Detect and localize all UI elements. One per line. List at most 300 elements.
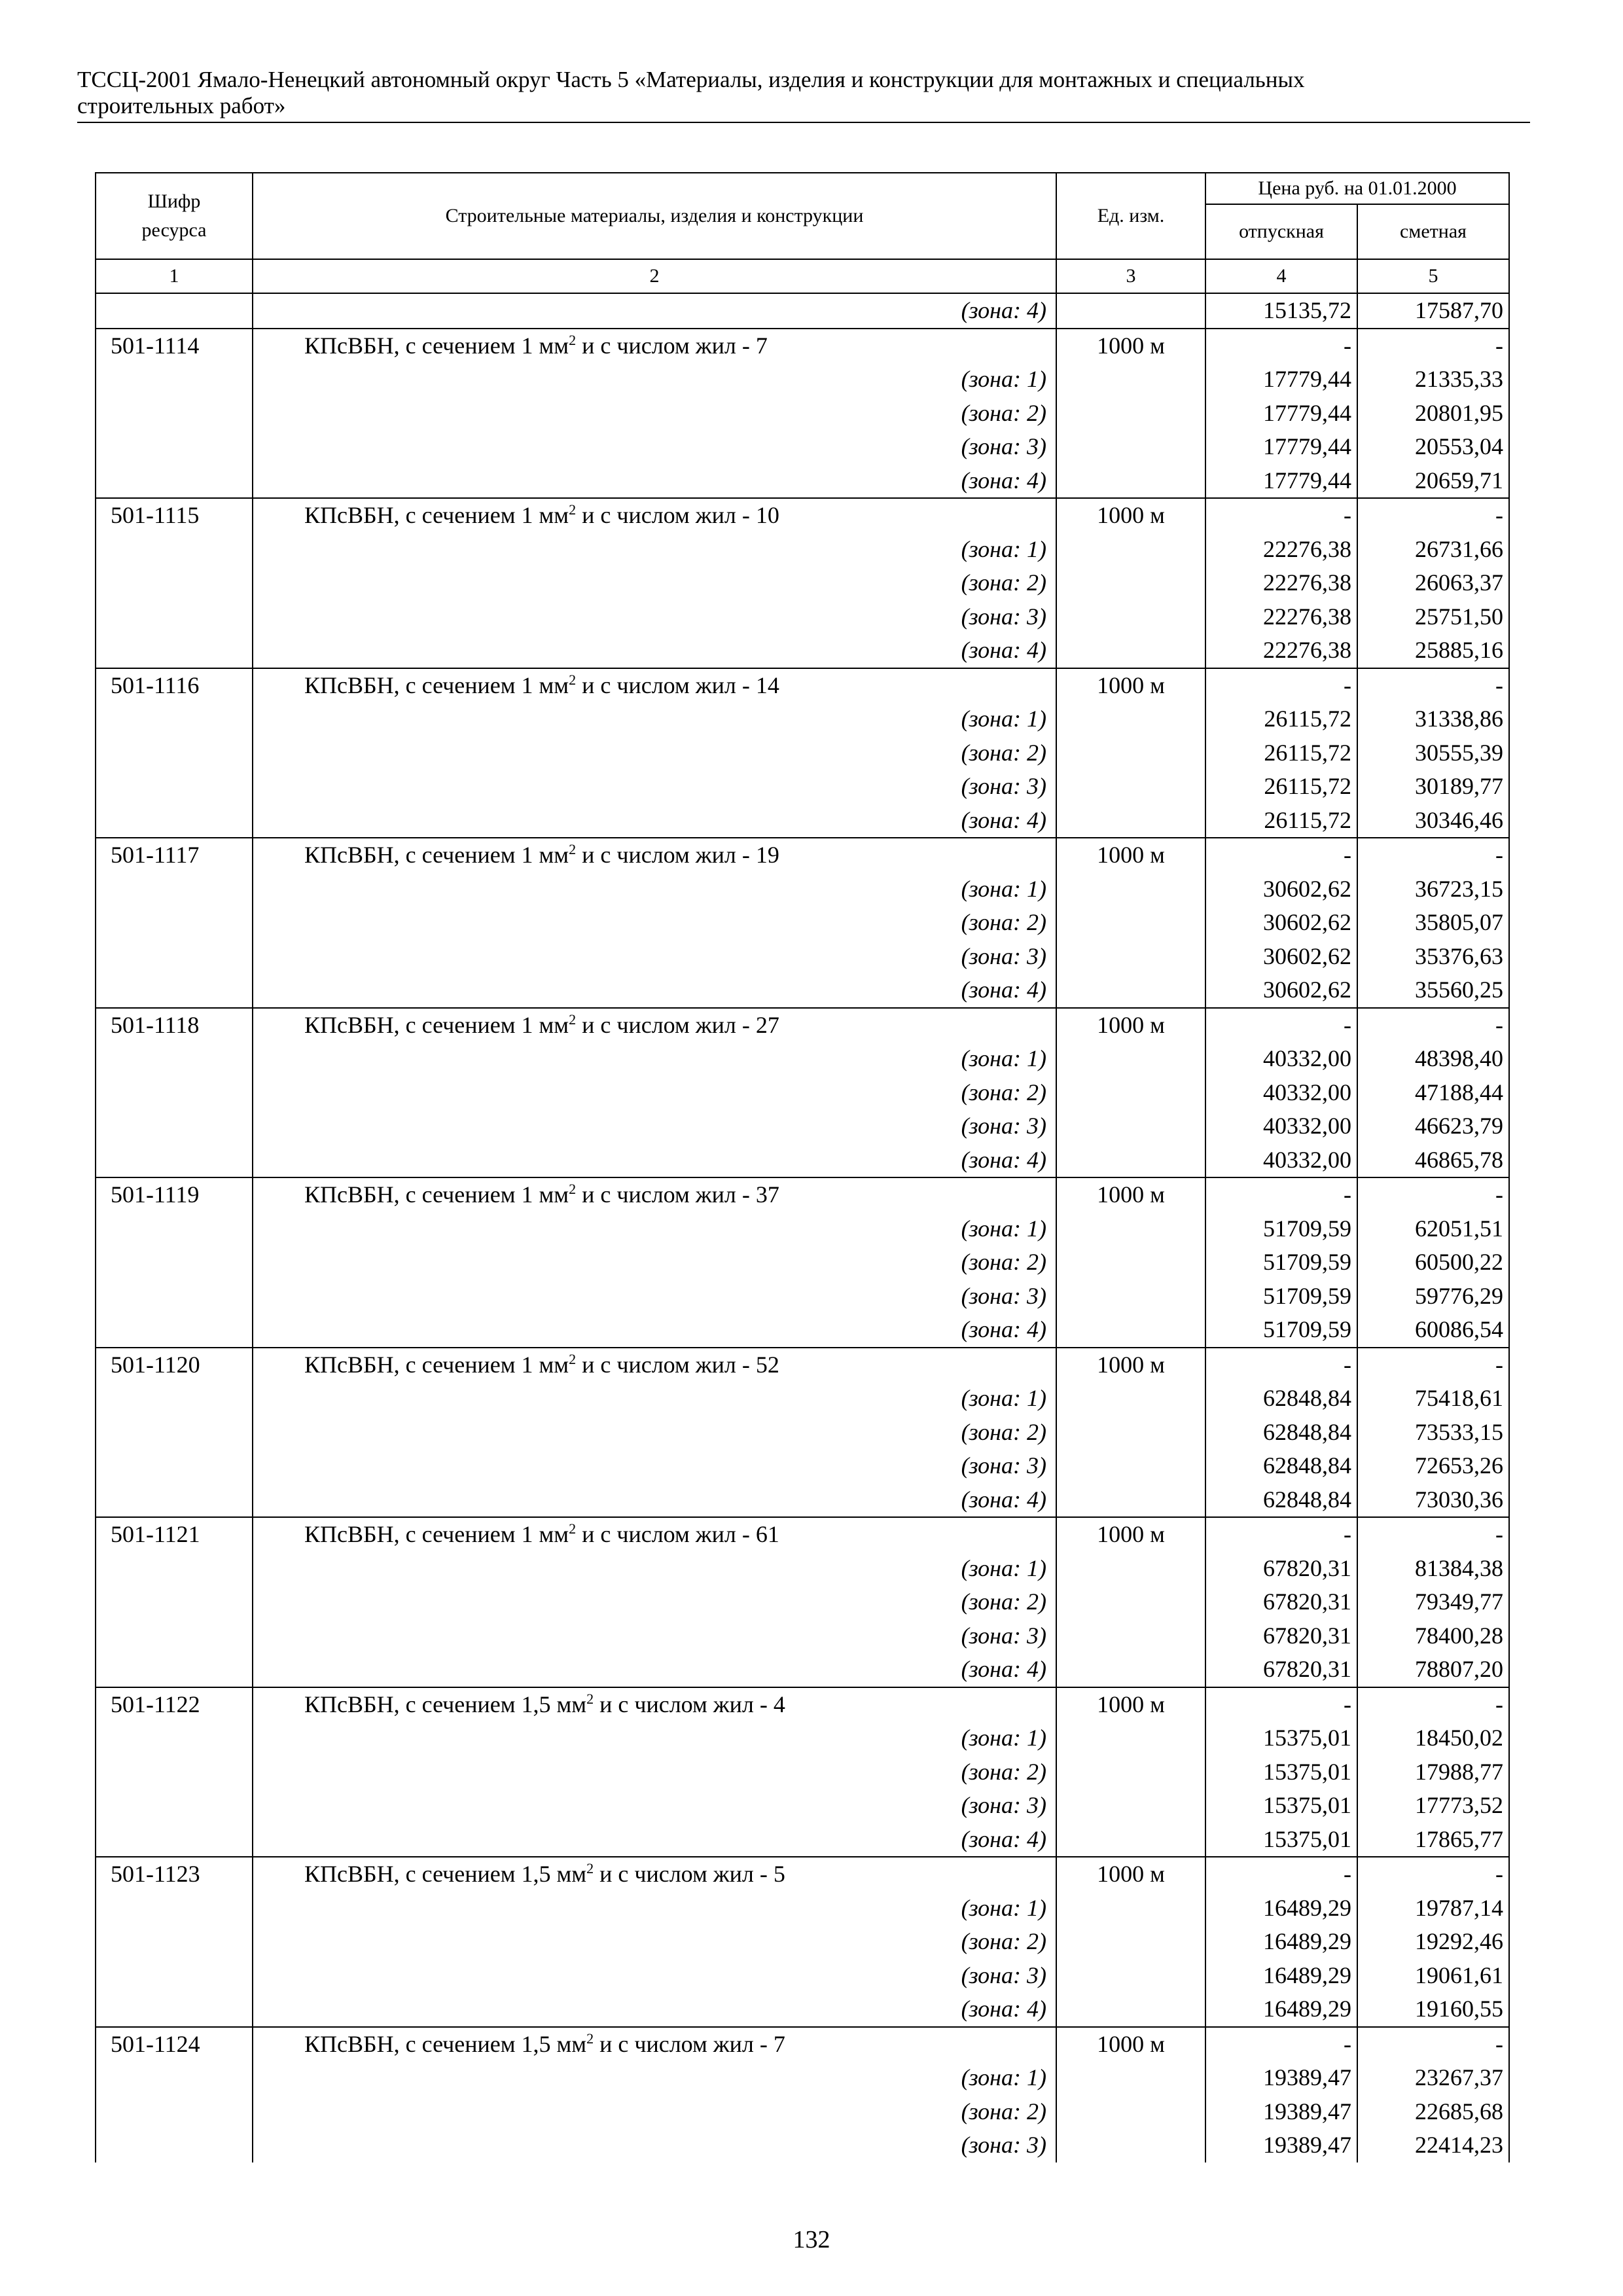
material-name-suffix: и с числом жил - 61 <box>576 1521 779 1547</box>
material-name <box>253 329 1056 363</box>
code-cell <box>96 2061 253 2095</box>
estimate-price: 19160,55 <box>1357 1992 1509 2027</box>
material-name-suffix: и с числом жил - 10 <box>576 502 779 528</box>
unit-cell <box>1056 702 1205 736</box>
column-header-price-group: Цена руб. на 01.01.2000 <box>1205 173 1509 204</box>
wholesale-price: 67820,31 <box>1205 1619 1357 1653</box>
unit-of-measure: 1000 м <box>1056 1348 1205 1382</box>
wholesale-price: 16489,29 <box>1205 1992 1357 2027</box>
material-name-suffix: и с числом жил - 27 <box>576 1011 779 1038</box>
resource-code: 501-1117 <box>96 838 253 872</box>
unit-cell <box>1056 1721 1205 1755</box>
zone-label: (зона: 4) <box>253 1823 1056 1857</box>
code-cell <box>96 973 253 1008</box>
zone-label: (зона: 3) <box>253 1280 1056 1314</box>
zone-label: (зона: 1) <box>253 1212 1056 1246</box>
unit-of-measure: 1000 м <box>1056 1177 1205 1212</box>
zone-label: (зона: 2) <box>253 1076 1056 1110</box>
unit-cell <box>1056 1755 1205 1789</box>
column-header-name: Строительные материалы, изделия и конструкции <box>253 173 1056 259</box>
unit-of-measure: 1000 м <box>1056 329 1205 363</box>
code-cell <box>96 872 253 906</box>
code-cell <box>96 940 253 974</box>
unit-cell <box>1056 1483 1205 1518</box>
unit-of-measure: 1000 м <box>1056 838 1205 872</box>
material-name <box>253 498 1056 533</box>
zone-row <box>96 1552 1509 1586</box>
zone-row <box>96 1246 1509 1280</box>
unit-cell <box>1056 1619 1205 1653</box>
zone-label: (зона: 4) <box>253 804 1056 838</box>
unit-cell <box>1056 293 1205 329</box>
estimate-price: 17865,77 <box>1357 1823 1509 1857</box>
material-name-suffix: и с числом жил - 4 <box>594 1691 785 1717</box>
unit-cell <box>1056 1076 1205 1110</box>
column-number: 1 <box>96 259 253 293</box>
unit-of-measure: 1000 м <box>1056 668 1205 703</box>
wholesale-price: 51709,59 <box>1205 1280 1357 1314</box>
unit-cell <box>1056 1892 1205 1926</box>
unit-cell <box>1056 600 1205 634</box>
zone-row <box>96 533 1509 567</box>
item-row <box>96 1348 1509 1382</box>
estimate-price: 17773,52 <box>1357 1789 1509 1823</box>
unit-cell <box>1056 973 1205 1008</box>
wholesale-price: 15375,01 <box>1205 1789 1357 1823</box>
zone-row <box>96 1313 1509 1348</box>
estimate-price: - <box>1357 668 1509 703</box>
material-name-text: КПсВБН, с сечением 1,5 мм <box>304 2030 587 2057</box>
zone-row <box>96 566 1509 600</box>
header-divider <box>77 122 1530 123</box>
column-number: 5 <box>1357 259 1509 293</box>
wholesale-price: - <box>1205 329 1357 363</box>
wholesale-price: 40332,00 <box>1205 1076 1357 1110</box>
unit-cell <box>1056 1552 1205 1586</box>
estimate-price: 72653,26 <box>1357 1449 1509 1483</box>
zone-label: (зона: 3) <box>253 430 1056 464</box>
unit-of-measure: 1000 м <box>1056 1857 1205 1892</box>
wholesale-price: 62848,84 <box>1205 1382 1357 1416</box>
zone-label: (зона: 2) <box>253 906 1056 940</box>
estimate-price: 23267,37 <box>1357 2061 1509 2095</box>
zone-label: (зона: 1) <box>253 1382 1056 1416</box>
estimate-price: 17988,77 <box>1357 1755 1509 1789</box>
wholesale-price: 17779,44 <box>1205 363 1357 397</box>
code-cell <box>96 533 253 567</box>
estimate-price: 30346,46 <box>1357 804 1509 838</box>
estimate-price: 30555,39 <box>1357 736 1509 770</box>
resource-code: 501-1114 <box>96 329 253 363</box>
estimate-price: 21335,33 <box>1357 363 1509 397</box>
unit-cell <box>1056 1246 1205 1280</box>
material-name <box>253 1008 1056 1043</box>
zone-row <box>96 464 1509 499</box>
zone-label: (зона: 2) <box>253 736 1056 770</box>
zone-label: (зона: 4) <box>253 973 1056 1008</box>
zone-label: (зона: 1) <box>253 2061 1056 2095</box>
table-body <box>96 293 1509 2162</box>
code-cell <box>96 1552 253 1586</box>
zone-row <box>96 363 1509 397</box>
estimate-price: - <box>1357 329 1509 363</box>
code-cell <box>96 1109 253 1143</box>
code-cell <box>96 1721 253 1755</box>
estimate-price: 60086,54 <box>1357 1313 1509 1348</box>
unit-cell <box>1056 1280 1205 1314</box>
material-name-suffix: и с числом жил - 7 <box>594 2030 785 2057</box>
material-name <box>253 838 1056 872</box>
wholesale-price: - <box>1205 2027 1357 2062</box>
material-name-suffix: и с числом жил - 7 <box>576 332 768 359</box>
estimate-price: - <box>1357 1177 1509 1212</box>
zone-row <box>96 1483 1509 1518</box>
unit-cell <box>1056 1042 1205 1076</box>
estimate-price: 18450,02 <box>1357 1721 1509 1755</box>
column-number: 2 <box>253 259 1056 293</box>
code-cell <box>96 600 253 634</box>
resource-code: 501-1121 <box>96 1517 253 1552</box>
wholesale-price: 26115,72 <box>1205 804 1357 838</box>
zone-row <box>96 1280 1509 1314</box>
material-name <box>253 1348 1056 1382</box>
unit-cell <box>1056 533 1205 567</box>
unit-cell <box>1056 363 1205 397</box>
unit-exponent: 2 <box>569 1181 577 1197</box>
estimate-price: 73533,15 <box>1357 1416 1509 1450</box>
zone-label: (зона: 4) <box>253 1992 1056 2027</box>
estimate-price: - <box>1357 1517 1509 1552</box>
zone-row <box>96 1042 1509 1076</box>
wholesale-price: 62848,84 <box>1205 1483 1357 1518</box>
resource-code: 501-1118 <box>96 1008 253 1043</box>
material-name-text: КПсВБН, с сечением 1 мм <box>304 1181 569 1208</box>
zone-label: (зона: 3) <box>253 1789 1056 1823</box>
zone-row <box>96 940 1509 974</box>
wholesale-price: 15375,01 <box>1205 1823 1357 1857</box>
estimate-price: 26731,66 <box>1357 533 1509 567</box>
zone-label: (зона: 1) <box>253 1892 1056 1926</box>
zone-row <box>96 600 1509 634</box>
material-name-suffix: и с числом жил - 5 <box>594 1861 785 1887</box>
unit-of-measure: 1000 м <box>1056 1687 1205 1722</box>
unit-cell <box>1056 736 1205 770</box>
code-cell <box>96 1280 253 1314</box>
zone-row <box>96 1959 1509 1993</box>
unit-cell <box>1056 1143 1205 1178</box>
unit-cell <box>1056 1416 1205 1450</box>
zone-label: (зона: 2) <box>253 1925 1056 1959</box>
material-name-suffix: и с числом жил - 37 <box>576 1181 779 1208</box>
wholesale-price: 26115,72 <box>1205 702 1357 736</box>
resource-code: 501-1122 <box>96 1687 253 1722</box>
material-name-text: КПсВБН, с сечением 1 мм <box>304 1011 569 1038</box>
zone-label: (зона: 1) <box>253 363 1056 397</box>
zone-label: (зона: 3) <box>253 1449 1056 1483</box>
code-cell <box>96 1619 253 1653</box>
unit-cell <box>1056 770 1205 804</box>
resource-code: 501-1120 <box>96 1348 253 1382</box>
price-table <box>95 172 1510 2162</box>
code-cell <box>96 1143 253 1178</box>
zone-label: (зона: 1) <box>253 533 1056 567</box>
unit-cell <box>1056 1212 1205 1246</box>
estimate-price: 26063,37 <box>1357 566 1509 600</box>
code-cell <box>96 1076 253 1110</box>
material-name-suffix: и с числом жил - 19 <box>576 842 779 868</box>
zone-row <box>96 1382 1509 1416</box>
code-cell <box>96 770 253 804</box>
estimate-price: 19292,46 <box>1357 1925 1509 1959</box>
zone-row <box>96 634 1509 668</box>
zone-row <box>96 906 1509 940</box>
unit-exponent: 2 <box>569 1520 577 1537</box>
zone-label: (зона: 4) <box>253 1483 1056 1518</box>
zone-label: (зона: 4) <box>253 634 1056 668</box>
unit-cell <box>1056 430 1205 464</box>
unit-exponent: 2 <box>569 841 577 857</box>
unit-cell <box>1056 1449 1205 1483</box>
item-row <box>96 838 1509 872</box>
unit-of-measure: 1000 м <box>1056 498 1205 533</box>
zone-label: (зона: 3) <box>253 1959 1056 1993</box>
estimate-price: - <box>1357 498 1509 533</box>
material-name <box>253 668 1056 703</box>
wholesale-price: 40332,00 <box>1205 1109 1357 1143</box>
column-header-code: Шифр ресурса <box>96 173 253 259</box>
unit-cell <box>1056 906 1205 940</box>
zone-row <box>96 430 1509 464</box>
unit-cell <box>1056 634 1205 668</box>
zone-label: (зона: 1) <box>253 1552 1056 1586</box>
zone-row <box>96 2061 1509 2095</box>
code-cell <box>96 363 253 397</box>
estimate-price: 47188,44 <box>1357 1076 1509 1110</box>
material-name <box>253 1517 1056 1552</box>
zone-label: (зона: 4) <box>253 293 1056 329</box>
zone-row <box>96 804 1509 838</box>
code-cell <box>96 804 253 838</box>
wholesale-price: - <box>1205 1177 1357 1212</box>
carry-over-row <box>96 293 1509 329</box>
estimate-price: 35560,25 <box>1357 973 1509 1008</box>
estimate-price: 75418,61 <box>1357 1382 1509 1416</box>
zone-row <box>96 1755 1509 1789</box>
zone-label: (зона: 2) <box>253 566 1056 600</box>
code-cell <box>96 1653 253 1687</box>
material-name-text: КПсВБН, с сечением 1 мм <box>304 332 569 359</box>
unit-of-measure: 1000 м <box>1056 2027 1205 2062</box>
wholesale-price: 62848,84 <box>1205 1449 1357 1483</box>
estimate-price: 19061,61 <box>1357 1959 1509 1993</box>
zone-row <box>96 1416 1509 1450</box>
estimate-price: 35805,07 <box>1357 906 1509 940</box>
wholesale-price: 67820,31 <box>1205 1552 1357 1586</box>
zone-label: (зона: 2) <box>253 2095 1056 2129</box>
unit-cell <box>1056 2128 1205 2162</box>
code-cell <box>96 430 253 464</box>
estimate-price: 19787,14 <box>1357 1892 1509 1926</box>
wholesale-price: - <box>1205 1517 1357 1552</box>
estimate-price: 35376,63 <box>1357 940 1509 974</box>
wholesale-price: 22276,38 <box>1205 634 1357 668</box>
zone-row <box>96 1619 1509 1653</box>
wholesale-price: 40332,00 <box>1205 1042 1357 1076</box>
material-name-suffix: и с числом жил - 14 <box>576 672 779 698</box>
estimate-price: 59776,29 <box>1357 1280 1509 1314</box>
zone-label: (зона: 2) <box>253 397 1056 431</box>
zone-row <box>96 1585 1509 1619</box>
zone-row <box>96 736 1509 770</box>
zone-row <box>96 1076 1509 1110</box>
wholesale-price: - <box>1205 498 1357 533</box>
zone-row <box>96 1789 1509 1823</box>
wholesale-price: 22276,38 <box>1205 533 1357 567</box>
zone-label: (зона: 1) <box>253 1721 1056 1755</box>
estimate-price: 78400,28 <box>1357 1619 1509 1653</box>
zone-row <box>96 397 1509 431</box>
code-cell <box>96 1449 253 1483</box>
zone-row <box>96 973 1509 1008</box>
resource-code: 501-1124 <box>96 2027 253 2062</box>
unit-cell <box>1056 397 1205 431</box>
column-header-estimate: сметная <box>1357 204 1509 259</box>
estimate-price: - <box>1357 2027 1509 2062</box>
code-cell <box>96 1823 253 1857</box>
unit-exponent: 2 <box>586 1860 594 1876</box>
zone-row <box>96 1721 1509 1755</box>
zone-label: (зона: 3) <box>253 2128 1056 2162</box>
item-row <box>96 1857 1509 1892</box>
zone-row <box>96 1925 1509 1959</box>
unit-cell <box>1056 1789 1205 1823</box>
wholesale-price: 17779,44 <box>1205 464 1357 499</box>
zone-row <box>96 1449 1509 1483</box>
zone-row <box>96 872 1509 906</box>
unit-cell <box>1056 2095 1205 2129</box>
unit-cell <box>1056 940 1205 974</box>
estimate-price: - <box>1357 1348 1509 1382</box>
unit-cell <box>1056 566 1205 600</box>
estimate-price: 81384,38 <box>1357 1552 1509 1586</box>
zone-label: (зона: 3) <box>253 1619 1056 1653</box>
wholesale-price: - <box>1205 1687 1357 1722</box>
wholesale-price: 40332,00 <box>1205 1143 1357 1178</box>
unit-cell <box>1056 1585 1205 1619</box>
estimate-price: 20801,95 <box>1357 397 1509 431</box>
unit-exponent: 2 <box>569 501 577 518</box>
code-cell <box>96 1925 253 1959</box>
material-name-text: КПсВБН, с сечением 1 мм <box>304 842 569 868</box>
wholesale-price: 17779,44 <box>1205 430 1357 464</box>
estimate-price: 73030,36 <box>1357 1483 1509 1518</box>
code-cell <box>96 1892 253 1926</box>
code-cell <box>96 1416 253 1450</box>
wholesale-price: 30602,62 <box>1205 940 1357 974</box>
unit-exponent: 2 <box>569 1350 577 1367</box>
wholesale-price: 19389,47 <box>1205 2128 1357 2162</box>
zone-row <box>96 2128 1509 2162</box>
material-name-text: КПсВБН, с сечением 1,5 мм <box>304 1861 587 1887</box>
material-name-text: КПсВБН, с сечением 1 мм <box>304 1521 569 1547</box>
wholesale-price: 51709,59 <box>1205 1313 1357 1348</box>
header-line-1: ТССЦ-2001 Ямало-Ненецкий автономный округ Часть 5 «Материалы, изделия и конструкции для монтажных и специальных <box>77 67 1305 92</box>
unit-cell <box>1056 1313 1205 1348</box>
column-header-wholesale: отпускная <box>1205 204 1357 259</box>
zone-label: (зона: 4) <box>253 1143 1056 1178</box>
wholesale-price: - <box>1205 1008 1357 1043</box>
wholesale-price: 67820,31 <box>1205 1653 1357 1687</box>
estimate-price: 22414,23 <box>1357 2128 1509 2162</box>
page-number: 132 <box>793 2226 830 2253</box>
code-cell <box>96 1313 253 1348</box>
column-number: 3 <box>1056 259 1205 293</box>
unit-exponent: 2 <box>586 2030 594 2047</box>
unit-cell <box>1056 1382 1205 1416</box>
code-cell <box>96 1212 253 1246</box>
item-row <box>96 498 1509 533</box>
code-cell <box>96 2128 253 2162</box>
resource-code: 501-1123 <box>96 1857 253 1892</box>
item-row <box>96 1687 1509 1722</box>
estimate-price: 20659,71 <box>1357 464 1509 499</box>
item-row <box>96 668 1509 703</box>
zone-row <box>96 770 1509 804</box>
wholesale-price: - <box>1205 1857 1357 1892</box>
material-name <box>253 1687 1056 1722</box>
wholesale-price: 15135,72 <box>1205 293 1357 329</box>
item-row <box>96 2027 1509 2062</box>
wholesale-price: 15375,01 <box>1205 1755 1357 1789</box>
unit-cell <box>1056 1992 1205 2027</box>
header-line-2: строительных работ» <box>77 93 286 118</box>
zone-label: (зона: 2) <box>253 1246 1056 1280</box>
code-cell <box>96 397 253 431</box>
unit-cell <box>1056 804 1205 838</box>
code-cell <box>96 1585 253 1619</box>
estimate-price: 36723,15 <box>1357 872 1509 906</box>
estimate-price: 46623,79 <box>1357 1109 1509 1143</box>
wholesale-price: 15375,01 <box>1205 1721 1357 1755</box>
unit-cell <box>1056 1959 1205 1993</box>
estimate-price: 48398,40 <box>1357 1042 1509 1076</box>
estimate-price: 22685,68 <box>1357 2095 1509 2129</box>
zone-row <box>96 2095 1509 2129</box>
wholesale-price: 16489,29 <box>1205 1959 1357 1993</box>
material-name <box>253 2027 1056 2062</box>
column-number: 4 <box>1205 259 1357 293</box>
item-row <box>96 1517 1509 1552</box>
zone-label: (зона: 2) <box>253 1755 1056 1789</box>
item-row <box>96 1008 1509 1043</box>
wholesale-price: 30602,62 <box>1205 906 1357 940</box>
zone-label: (зона: 4) <box>253 1653 1056 1687</box>
zone-row <box>96 1109 1509 1143</box>
estimate-price: 31338,86 <box>1357 702 1509 736</box>
code-cell <box>96 566 253 600</box>
material-name-text: КПсВБН, с сечением 1 мм <box>304 672 569 698</box>
estimate-price: 46865,78 <box>1357 1143 1509 1178</box>
item-row <box>96 329 1509 363</box>
wholesale-price: 22276,38 <box>1205 566 1357 600</box>
zone-row <box>96 1212 1509 1246</box>
unit-exponent: 2 <box>569 331 577 348</box>
estimate-price: 79349,77 <box>1357 1585 1509 1619</box>
code-cell <box>96 1042 253 1076</box>
zone-label: (зона: 3) <box>253 600 1056 634</box>
zone-label: (зона: 4) <box>253 464 1056 499</box>
estimate-price: 20553,04 <box>1357 430 1509 464</box>
